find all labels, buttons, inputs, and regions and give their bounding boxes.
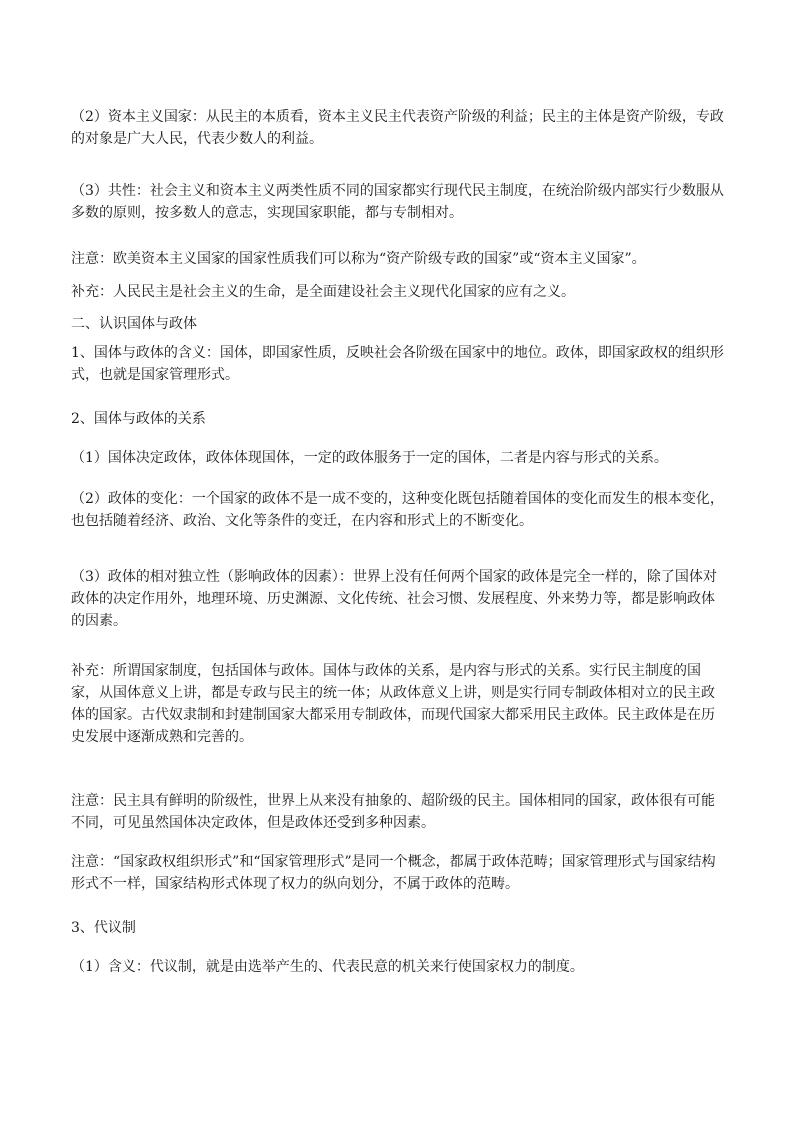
subheading-representative-system: 3、代议制 — [71, 920, 136, 936]
paragraph-note-western-states: 注意：欧美资本主义国家的国家性质我们可以称为“资产阶级专政的国家”或“资本主义国家”。 — [71, 251, 646, 267]
paragraph-capitalist-state: （2）资本主义国家：从民主的本质看，资本主义民主代表资产阶级的利益；民主的主体是资产阶级，专政的对象是广大人民，代表少数人的利益。 — [71, 109, 724, 147]
paragraph-note-class-nature: 注意：民主具有鲜明的阶级性，世界上从来没有抽象的、超阶级的民主。国体相同的国家，政体很有可能不同，可见虽然国体决定政体，但是政体还受到多种因素。 — [71, 793, 715, 831]
paragraph-representative-definition: （1）含义：代议制，就是由选举产生的、代表民意的机关来行使国家权力的制度。 — [71, 959, 584, 975]
section-heading-state-system: 二、认识国体与政体 — [71, 316, 197, 332]
paragraph-commonality: （3）共性：社会主义和资本主义两类性质不同的国家都实行现代民主制度，在统治阶级内部实行少数服从多数的原则，按多数人的意志，实现国家职能，都与专制相对。 — [71, 183, 724, 221]
paragraph-relationship-3: （3）政体的相对独立性（影响政体的因素）：世界上没有任何两个国家的政体是完全一样的，除了国体对政体的决定作用外，地理环境、历史渊源、文化传统、社会习惯、发展程度、外来势力等，都是影响政体的因素。 — [71, 569, 717, 629]
paragraph-definitions: 1、国体与政体的含义：国体，即国家性质，反映社会各阶级在国家中的地位。政体，即国家政权的组织形式，也就是国家管理形式。 — [71, 345, 724, 383]
paragraph-relationship-1: （1）国体决定政体，政体体现国体，一定的政体服务于一定的国体，二者是内容与形式的关系。 — [71, 450, 668, 466]
paragraph-relationship-2: （2）政体的变化：一个国家的政体不是一成不变的，这种变化既包括随着国体的变化而发生的根本变化，也包括随着经济、政治、文化等条件的变迁，在内容和形式上的不断变化。 — [71, 491, 724, 529]
paragraph-supplement-people-democracy: 补充：人民民主是社会主义的生命，是全面建设社会主义现代化国家的应有之义。 — [71, 284, 575, 300]
paragraph-supplement-state-system: 补充：所谓国家制度，包括国体与政体。国体与政体的关系，是内容与形式的关系。实行民主制度的国家，从国体意义上讲，都是专政与民主的统一体；从政体意义上讲，则是实行同专制政体相对立的民主政体的国家。古代奴隶制和封建制国家大都采用专制政体，而现代国家大都采用民主政体。民主政体是在历史发展中逐渐成熟和完善的。 — [71, 663, 715, 745]
subheading-relationship: 2、国体与政体的关系 — [71, 411, 206, 427]
paragraph-note-management-form: 注意：“国家政权组织形式”和“国家管理形式”是同一个概念，都属于政体范畴；国家管理形式与国家结构形式不一样，国家结构形式体现了权力的纵向划分，不属于政体的范畴。 — [71, 854, 716, 892]
